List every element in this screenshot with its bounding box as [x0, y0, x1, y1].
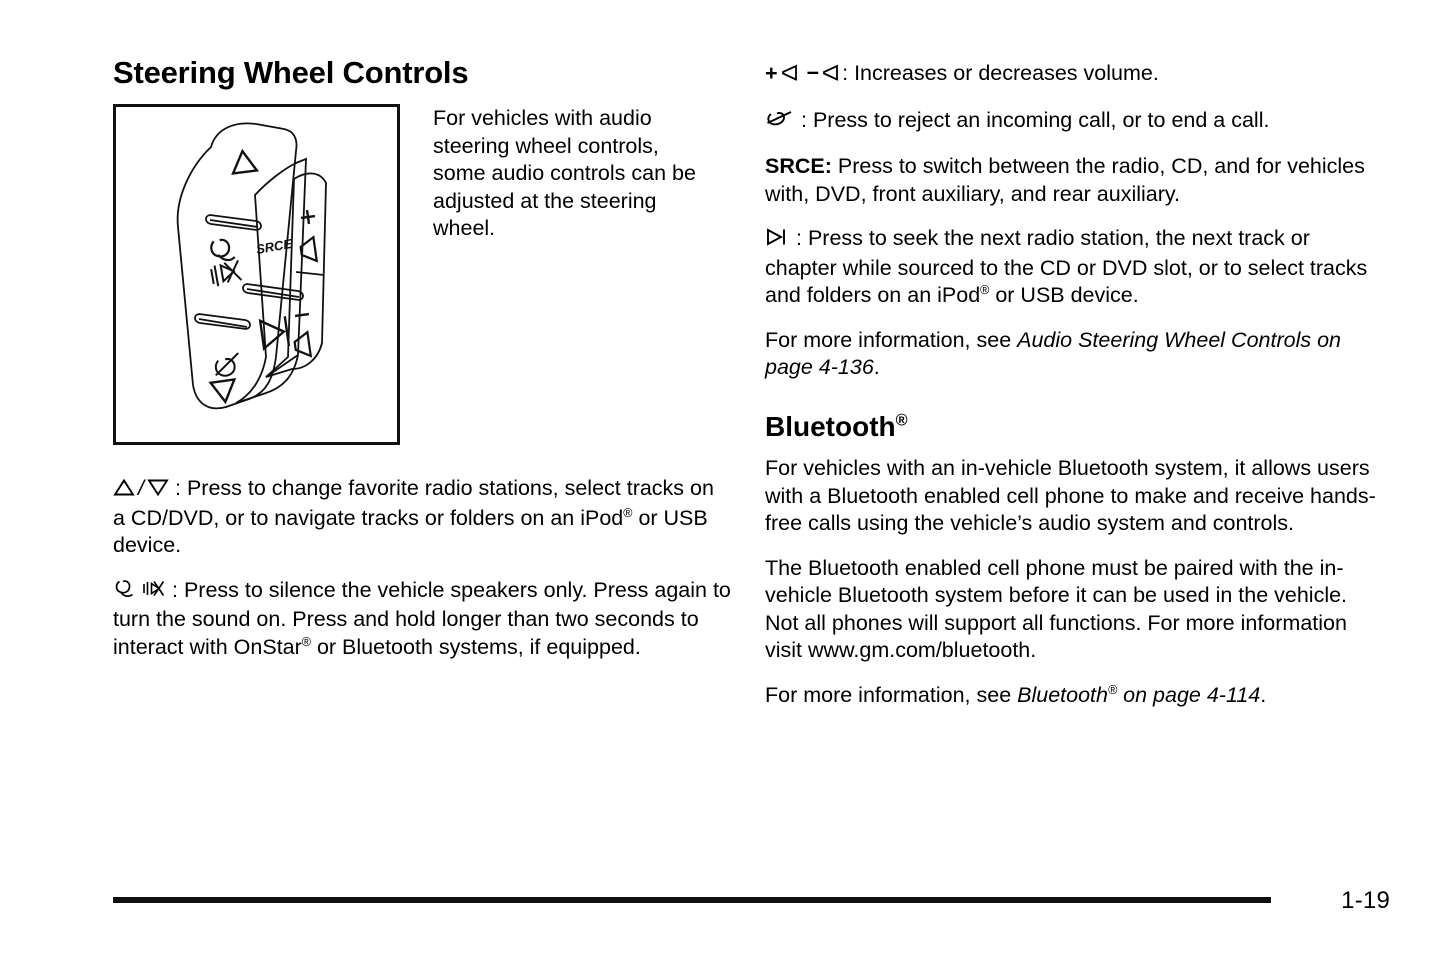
- srce-label: SRCE: [765, 154, 825, 178]
- plus-sign: +: [765, 61, 778, 85]
- registered-mark: ®: [1107, 682, 1118, 697]
- xref-lead: For more information, see: [765, 327, 1018, 352]
- mute-speaker-icon: [142, 578, 166, 607]
- illustration-caption: For vehicles with audio steering wheel controls, some audio controls can be adjusted at the steering wheel.: [433, 106, 696, 241]
- cross-reference-bluetooth: [765, 682, 1385, 710]
- registered-mark: ®: [980, 282, 990, 297]
- phone-handset-icon: [113, 578, 136, 607]
- illustration-block: [113, 104, 731, 445]
- icon-separator: /: [138, 476, 144, 501]
- end-call-icon: [765, 108, 795, 137]
- footer-rule: [113, 897, 1271, 903]
- xref-target-cont: on page 4-114: [1117, 682, 1261, 707]
- volume-up-plus-sign: [300, 209, 316, 225]
- entry-text-cont: or USB device.: [113, 505, 708, 558]
- entry-text: Press to silence the vehicle speakers only. Press again to turn the sound on. Press and hold longer than two seconds to interact with OnStar: [113, 577, 731, 659]
- entry-srce: [765, 153, 1385, 208]
- steering-wheel-control-pad-figure: [113, 104, 400, 445]
- entry-mute-phone: [113, 577, 731, 662]
- right-column: [765, 60, 1385, 709]
- entry-end-call: [765, 107, 1385, 137]
- entry-text-cont: or USB device.: [989, 283, 1139, 307]
- entry-text: Press to seek the next radio station, the next track or chapter while sourced to the CD or DVD slot, or to select tracks and folders on an iPod: [765, 226, 1368, 307]
- xref-target: Bluetooth: [1017, 682, 1108, 707]
- entry-text: Press to reject an incoming call, or to end a call.: [812, 107, 1270, 132]
- entry-text: Press to switch between the radio, CD, and for vehicles with, DVD, front auxiliary, and rear auxiliary.: [765, 154, 1365, 206]
- entry-volume: [765, 60, 1385, 90]
- entry-text: Press to change favorite radio stations, select tracks on a CD/DVD, or to navigate tracks or folders on an iPod: [113, 476, 714, 530]
- page-title: Steering Wheel Controls: [113, 55, 469, 90]
- entry-seek: [765, 225, 1385, 310]
- xref-target: Audio Steering Wheel Controls on page 4-136: [765, 327, 1342, 379]
- bluetooth-heading-text: Bluetooth: [765, 410, 896, 442]
- triangle-up-icon: [113, 477, 135, 505]
- srce-button-label: SRCE: [254, 236, 294, 258]
- xref-tail: .: [873, 355, 880, 379]
- minus-sign: −: [806, 61, 820, 85]
- rocker-bar-middle: [243, 284, 303, 300]
- entry-colon: :: [800, 107, 807, 132]
- end-call-icon: [213, 353, 242, 377]
- entry-colon: :: [171, 577, 178, 602]
- left-column: [113, 56, 731, 661]
- entry-colon: :: [842, 61, 849, 85]
- rocker-bar-upper: [206, 215, 261, 230]
- divider-line-4: [296, 272, 324, 275]
- entry-text-cont: or Bluetooth systems, if equipped.: [310, 634, 641, 659]
- bluetooth-heading: [765, 412, 1385, 443]
- cross-reference-audio-controls: [765, 327, 1385, 382]
- xref-lead: For more information, see: [765, 682, 1018, 707]
- mute-speaker-icon: [210, 260, 241, 287]
- seek-next-icon: [765, 227, 790, 255]
- entry-colon: :: [824, 154, 832, 178]
- entry-text: Increases or decreases volume.: [854, 61, 1159, 85]
- entry-colon: :: [174, 476, 181, 501]
- registered-mark: ®: [623, 505, 633, 520]
- xref-tail: .: [1260, 682, 1267, 707]
- bluetooth-paragraph-2: The Bluetooth enabled cell phone must be paired with the in-vehicle Bluetooth system before it can be used in the vehicle. Not all phones will support all functions. For more information visit www.gm.com/bluetooth.: [765, 555, 1348, 663]
- divider-line-5: [266, 355, 298, 377]
- triangle-up-icon: [231, 150, 257, 174]
- triangle-down-icon: [147, 477, 169, 505]
- triangle-down-icon: [211, 380, 238, 404]
- pad-outline-center: [236, 159, 306, 403]
- entry-favorites-triangles: [113, 475, 731, 560]
- volume-up-speaker-icon: [778, 62, 801, 90]
- phone-handset-icon: [210, 238, 235, 263]
- registered-mark: ®: [895, 411, 908, 430]
- page-number: 1-19: [1341, 887, 1390, 914]
- volume-down-speaker-icon: [294, 332, 311, 358]
- volume-down-minus-sign: [295, 314, 309, 316]
- registered-mark: ®: [301, 634, 311, 649]
- entry-colon: :: [795, 226, 802, 250]
- volume-down-speaker-icon: [819, 62, 842, 90]
- bluetooth-paragraph-1: For vehicles with an in-vehicle Bluetooth system, it allows users with a Bluetooth enabled cell phone to make and receive hands-free calls using the vehicle’s audio system and controls.: [765, 456, 1376, 536]
